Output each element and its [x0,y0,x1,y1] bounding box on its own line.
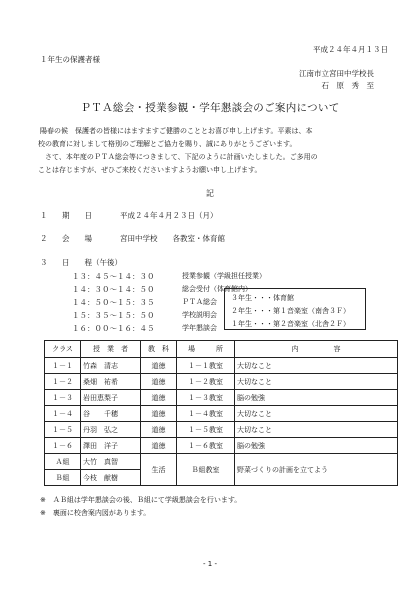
cell-content: 脳の勉強 [235,438,398,454]
schedule-time: １５：３５～１５：５０ [72,311,155,320]
schedule-event: 授業参観（学級担任授業） [182,272,266,280]
cell-teacher: 澤田 洋子 [81,438,141,454]
greeting-line: ことは存じますが、ぜひご来校くださいますようお願い申し上げます。 [38,166,262,174]
cell-subject: 道徳 [141,390,177,406]
cell-teacher: 丹羽 弘之 [81,422,141,438]
cell-subject: 生活 [141,454,177,486]
cell-subject: 道徳 [141,358,177,374]
schedule-time: １６：００～１６：４５ [72,324,155,333]
item-label-venue: 会 場 [62,234,92,243]
page-number: - 1 - [203,560,217,568]
cell-content: 野菜づくりの計画を立てよう [235,454,398,486]
schedule-time: １３：４５～１４：３０ [72,272,155,281]
schedule-event: 総会受付（体育館内） [182,285,252,293]
venue-notes-box [224,288,366,330]
item-number: １ [40,211,48,220]
cell-place: Ｂ組教室 [177,454,235,486]
cell-teacher: 竹森 清志 [81,358,141,374]
cell-subject: 道徳 [141,422,177,438]
column-header: 授 業 者 [81,341,141,358]
item-label-date: 期 日 [62,211,92,220]
cell-place: １－２教室 [177,374,235,390]
cell-class: １－６ [45,438,81,454]
schedule-time: １４：３０～１４：５０ [72,285,155,294]
cell-class: １－１ [45,358,81,374]
item-number: ２ [40,234,48,243]
cell-content: 脳の勉強 [235,390,398,406]
cell-class: １－５ [45,422,81,438]
greeting-line: 校の教育に対しまして格別のご理解とご協力を賜り、誠にありがとうございます。 [38,140,297,148]
cell-teacher: 谷 千穂 [81,406,141,422]
cell-teacher: 岩田恵梨子 [81,390,141,406]
venue-note: １年生・・・第２音楽室（北舎２Ｆ） [231,320,350,328]
cell-place: １－１教室 [177,358,235,374]
cell-class: Ａ組 [45,454,81,470]
cell-subject: 道徳 [141,438,177,454]
item-value-venue: 宮田中学校 各教室・体育館 [120,234,225,243]
venue-note: ２年生・・・第１音楽室（南舎３Ｆ） [231,307,350,315]
cell-teacher: 大竹 真智 [81,454,141,470]
recipient: １年生の保護者様 [40,55,100,64]
cell-content: 大切なこと [235,422,398,438]
column-header: 教 科 [141,341,177,358]
cell-teacher: 今枝 献樹 [81,470,141,486]
column-header: 場 所 [177,341,235,358]
table-header-row [45,341,398,358]
schedule-event: 学校説明会 [182,311,217,319]
table-row [45,422,398,438]
cell-place: １－６教室 [177,438,235,454]
cell-content: 大切なこと [235,358,398,374]
cell-place: １－５教室 [177,422,235,438]
sender-name: 石 原 秀 至 [321,81,374,90]
date-line: 平成２４年４月１３日 [313,45,388,54]
footnote: ※ 裏面に校舎案内図があります。 [40,509,151,517]
column-header: クラス [45,341,81,358]
schedule-time: １４：５０～１５：３５ [72,298,155,307]
cell-teacher: 桑畑 祐希 [81,374,141,390]
table-row [45,438,398,454]
column-header: 内 容 [235,341,398,358]
item-label-schedule: 日 程（午後） [62,258,122,267]
venue-note: ３年生・・・体育館 [231,294,294,302]
cell-content: 大切なこと [235,374,398,390]
footnote: ※ ＡＢ組は学年懇談会の後、Ｂ組にて学級懇談会を行います。 [40,496,242,504]
table-row [45,358,398,374]
schedule-event: 学年懇談会 [182,324,217,332]
cell-subject: 道徳 [141,406,177,422]
item-value-date: 平成２４年４月２３日（月） [120,211,218,220]
cell-class: Ｂ組 [45,470,81,486]
sender-org: 江南市立宮田中学校長 [299,69,374,78]
ki-mark: 記 [206,189,214,198]
greeting-line: さて、本年度のＰＴＡ総会等につきまして、下記のように計画いたしました。ご多用の [38,153,318,161]
cell-content: 大切なこと [235,406,398,422]
item-number: ３ [40,258,48,267]
schedule-event: ＰＴＡ総会 [182,298,217,306]
greeting-line: 陽春の候 保護者の皆様にはますますご健勝のこととお喜び申し上げます。平素は、本 [40,127,313,135]
table-row [45,454,398,470]
cell-class: １－３ [45,390,81,406]
page-title: ＰＴＡ総会・授業参観・学年懇談会のご案内について [80,102,340,114]
table-row [45,406,398,422]
class-table [44,340,398,486]
cell-place: １－３教室 [177,390,235,406]
table-row [45,390,398,406]
cell-place: １－４教室 [177,406,235,422]
table-row [45,374,398,390]
cell-class: １－２ [45,374,81,390]
cell-class: １－４ [45,406,81,422]
cell-subject: 道徳 [141,374,177,390]
